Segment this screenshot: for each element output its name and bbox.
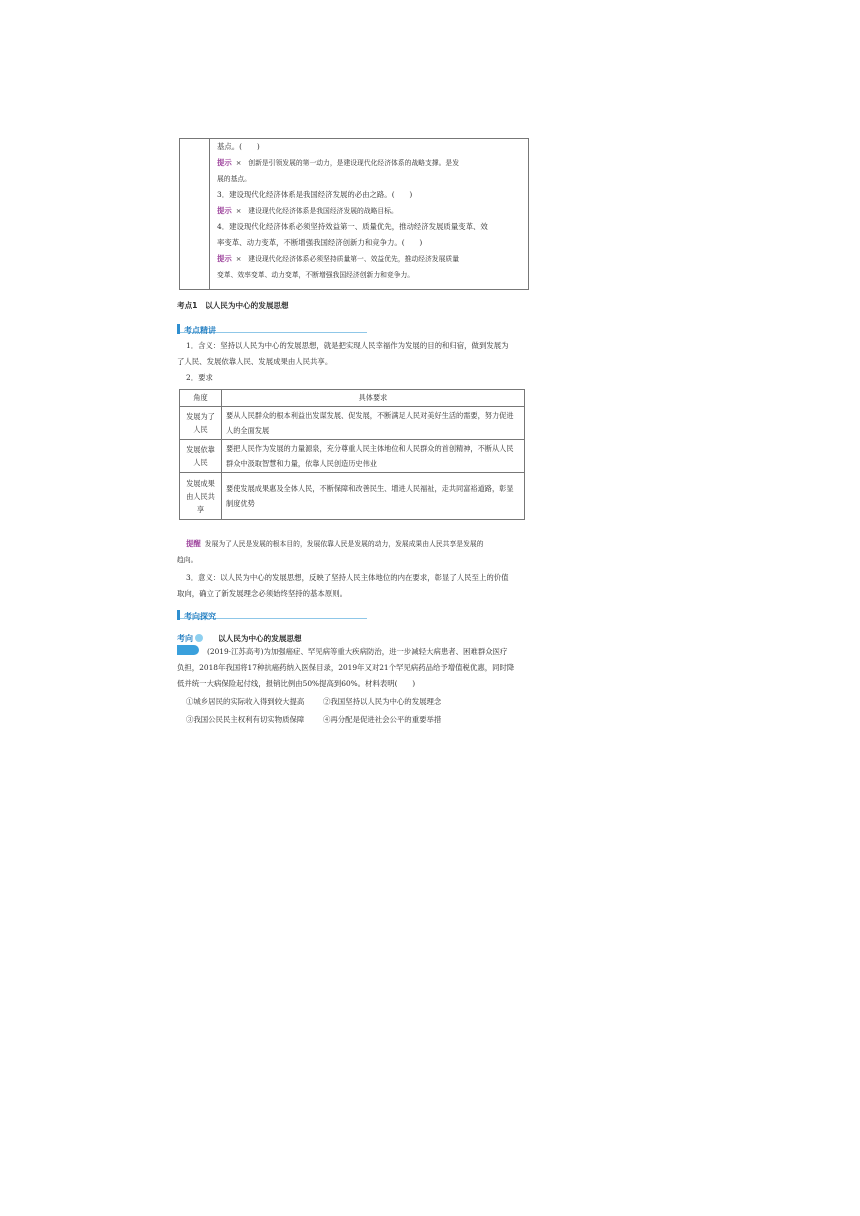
option-1: ①城乡居民的实际收入得到较大提高: [186, 697, 305, 706]
hint-text: × 建设现代化经济体系是我国经济发展的战略目标。: [235, 207, 398, 215]
remind-line1: [186, 536, 483, 552]
hint-text: × 建设现代化经济体系必须坚持质量第一、效益优先，推动经济发展质量: [235, 255, 459, 263]
option-4: ④再分配是促进社会公平的重要举措: [323, 715, 442, 724]
banner-bar-icon: [177, 324, 180, 334]
box-line: 3．建设现代化经济体系是我国经济发展的必由之路。( ): [217, 190, 413, 199]
example-line2: 负担，2018年我国将17种抗癌药纳入医保目录，2019年又对21个罕见病药品给予增值税优惠，同时降: [177, 663, 515, 672]
table-row: [180, 407, 525, 440]
top-box: [179, 138, 529, 290]
table-cell-requirement: 要使发展成果惠及全体人民，不断保障和改善民生、增进人民福祉，走共同富裕道路，彰显制度优势: [222, 473, 525, 520]
banner-label: 考点精讲: [184, 326, 216, 335]
banner-label: 考向探究: [184, 612, 216, 621]
kaoxiang-label: 考向: [177, 634, 193, 643]
option-3: ③我国公民民主权利有切实物质保障: [186, 715, 305, 724]
banner-bar-icon: [177, 610, 180, 620]
table-header-row: [180, 390, 525, 407]
table-cell-requirement: 要从人民群众的根本利益出发谋发展、促发展，不断满足人民对美好生活的需要，努力促进人的全面发展: [222, 407, 525, 440]
requirements-table: [179, 389, 525, 520]
box-line: 展的基点。: [217, 175, 251, 183]
banner-kaodian-jingjiang: [177, 318, 367, 333]
box-hint-line: [217, 203, 398, 219]
table-cell-requirement: 要把人民作为发展的力量源泉，充分尊重人民主体地位和人民群众的首创精神，不断从人民群众中汲取智慧和力量，依靠人民创造历史伟业: [222, 440, 525, 473]
kaodian-title: 考点1 以人民为中心的发展思想: [177, 301, 289, 310]
banner-kaoxiang-tanjiu: [177, 604, 367, 619]
top-box-side-column: [180, 139, 210, 289]
hint-label: 提示: [217, 254, 232, 263]
example-line1: [177, 644, 507, 660]
example-line3: 低并统一大病保险起付线，报销比例由50%提高到60%。材料表明( ): [177, 679, 416, 688]
box-line: 率变革、动力变革，不断增强我国经济创新力和竞争力。( ): [217, 238, 423, 247]
remind-line2: 趋向。: [177, 556, 198, 564]
example-tag-icon: [177, 645, 199, 655]
item1-line2: 了人民、发展依靠人民、发展成果由人民共享。: [177, 357, 333, 366]
box-line: 4．建设现代化经济体系必须坚持效益第一、质量优先，推动经济发展质量变革、效: [217, 222, 488, 231]
box-hint-line: [217, 251, 459, 267]
example-text: (2019·江苏高考)为加强癌症、罕见病等重大疾病防治，进一步减轻大病患者、困难群众医疗: [207, 647, 508, 656]
item3-line1: 3．意义：以人民为中心的发展思想，反映了坚持人民主体地位的内在要求，彰显了人民至上的价值: [186, 573, 509, 582]
table-row: [180, 473, 525, 520]
hint-label: 提示: [217, 158, 232, 167]
table-header-cell: 角度: [180, 390, 222, 407]
hint-text: × 创新是引领发展的第一动力，是建设现代化经济体系的战略支撑。是发: [235, 159, 459, 167]
circle-icon: [195, 634, 203, 642]
remind-text: 发展为了人民是发展的根本目的，发展依靠人民是发展的动力，发展成果由人民共享是发展的: [204, 540, 484, 548]
table-cell-angle: 发展依靠人民: [180, 440, 222, 473]
item1-line1: 1．含义：坚持以人民为中心的发展思想，就是把实现人民幸福作为发展的目的和归宿，做到发展为: [186, 341, 509, 350]
box-line: 基点。( ): [217, 142, 260, 151]
box-line: 变革、效率变革、动力变革，不断增强我国经济创新力和竞争力。: [217, 271, 415, 279]
table-cell-angle: 发展成果由人民共享: [180, 473, 222, 520]
table-header-cell: 具体要求: [222, 390, 525, 407]
table-row: [180, 440, 525, 473]
item3-line2: 取向，确立了新发展理念必须始终坚持的基本原则。: [177, 589, 347, 598]
hint-label: 提示: [217, 206, 232, 215]
option-2: ②我国坚持以人民为中心的发展理念: [323, 697, 442, 706]
table-cell-angle: 发展为了人民: [180, 407, 222, 440]
box-hint-line: [217, 155, 459, 171]
kaoxiang-row: [177, 626, 302, 645]
item2: 2．要求: [186, 373, 213, 382]
remind-label: 提醒: [186, 539, 201, 548]
kaoxiang-title: 以人民为中心的发展思想: [218, 634, 302, 643]
